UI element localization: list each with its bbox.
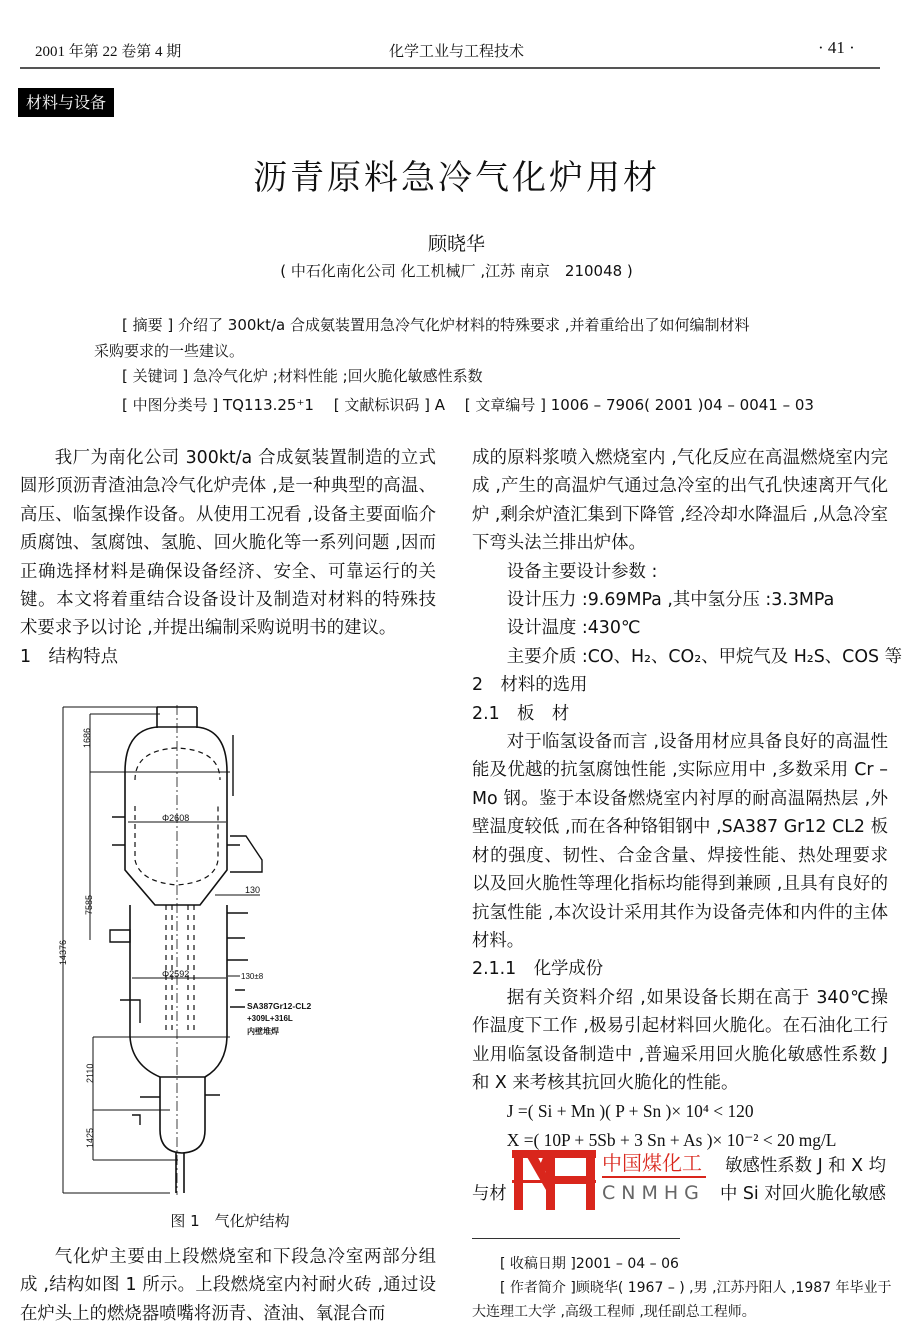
figure-caption: 图 1 气化炉结构 — [170, 1212, 290, 1230]
section-heading-2: 2 材料的选用 — [472, 675, 588, 696]
partial-line-2-right: 中 Si 对回火脆化敏感 — [719, 1184, 886, 1204]
received-date: [ 收稿日期 ]2001 – 04 – 06 — [500, 1256, 679, 1272]
classification: [ 中图分类号 ] TQ113.25⁺1 [ 文献标识码 ] A [ 文章编号 ] 1006 – 7906( 2001 )04 – 0041 – 03 — [122, 396, 814, 414]
section-heading-2-1: 2.1 板 材 — [472, 703, 570, 724]
process-paragraph: 成的原料浆喷入燃烧室内 ,气化反应在高温燃烧室内完成 ,产生的高温炉气通过急冷室的出气孔快速离开气化炉 ,剩余炉渣汇集到下降管 ,经冷却水降温后 ,从急冷室下弯头法兰排出炉体。 — [472, 448, 888, 554]
material-label: SA387Gr12-CL2 — [247, 1001, 312, 1011]
dim-14376: 14376 — [58, 939, 68, 965]
journal-name: 化学工业与工程技术 — [388, 42, 524, 60]
section-heading-1: 1 结构特点 — [20, 646, 119, 667]
author: 顾晓华 — [427, 233, 485, 255]
dim-1686: 1686 — [82, 727, 92, 748]
dim-130-8: 130±8 — [241, 972, 264, 981]
author-bio-cont: 大连理工大学 ,高级工程师 ,现任副总工程师。 — [472, 1304, 756, 1320]
section-heading-2-1-1: 2.1.1 化学成份 — [472, 959, 604, 980]
main-media: 主要介质 :CO、H₂、CO₂、甲烷气及 H₂S、COS 等 — [506, 646, 902, 667]
journal-issue: 2001 年第 22 卷第 4 期 — [35, 44, 182, 60]
dim-2110: 2110 — [85, 1063, 95, 1083]
dim-1425: 1425 — [85, 1127, 95, 1148]
footnote-rule — [472, 1238, 680, 1239]
article-title: 沥青原料急冷气化炉用材 — [253, 158, 660, 198]
watermark-text-block — [602, 1150, 714, 1212]
partial-line-1: 敏感性系数 J 和 X 均 — [725, 1156, 886, 1176]
watermark-en: CNMHG — [602, 1182, 705, 1204]
overlay-label: +309L+316L — [247, 1014, 293, 1023]
params-title: 设备主要设计参数 : — [506, 561, 658, 582]
header-rule — [20, 67, 880, 69]
abstract: [ 摘要 ] 介绍了 300kt/a 合成氨装置用急冷气化炉材料的特殊要求 ,并着重给出了如何编制材料 — [122, 316, 750, 334]
formula-j: J =( Si + Mn )( P + Sn )× 10⁴ < 120 — [506, 1101, 754, 1122]
dim-phi2608: Φ2608 — [162, 813, 190, 823]
left-column — [20, 444, 436, 671]
dim-130: 130 — [245, 885, 261, 895]
affiliation: ( 中石化南化公司 化工机械厂 ,江苏 南京 210048 ) — [280, 262, 633, 280]
cnmhg-logo-watermark — [512, 1150, 602, 1210]
vessel-shell — [110, 705, 262, 1195]
left-column-bottom — [20, 1243, 436, 1328]
chemistry-paragraph: 据有关资料介绍 ,如果设备长期在高于 340℃操作温度下工作 ,极易引起材料回火脆化。在石油化工行业用临氢设备制造中 ,普遍采用回火脆化敏感性系数 J 和 X 来考核其抗回火脆化的性能。 — [472, 987, 888, 1093]
page-number: · 41 · — [818, 38, 855, 57]
plate-paragraph: 对于临氢设备而言 ,设备用材应具备良好的高温性能及优越的抗氢腐蚀性能 ,实际应用中 ,多数采用 Cr – Mo 钢。鉴于本设备燃烧室内衬厚的耐高温隔热层 ,外壁温度较低 ,而在各种铬钼钢中 ,SA387 Gr12 CL2 板材的强度、韧性、合金含量、焊接性能、热处理要求以及回火脆性等理化指标均能得到兼顾 ,且具有良好的抗氢性能 ,本次设计采用其作为设备壳体和内件的主体材料。 — [472, 732, 888, 951]
right-column — [472, 444, 902, 1154]
structure-paragraph: 气化炉主要由上段燃烧室和下段急冷室两部分组成 ,结构如图 1 所示。上段燃烧室内衬耐火砖 ,通过设在炉头上的燃烧器喷嘴将沥青、渣油、氧混合而 — [20, 1247, 436, 1324]
author-bio: [ 作者简介 ]顾晓华( 1967 – ) ,男 ,江苏丹阳人 ,1987 年毕业于 — [500, 1280, 892, 1296]
section-tag: 材料与设备 — [18, 88, 114, 117]
formula-x: X =( 10P + 5Sb + 3 Sn + As )× 10⁻² < 20 mg/L — [506, 1129, 837, 1150]
dim-7585: 7585 — [84, 894, 94, 915]
keywords: [ 关键词 ] 急冷气化炉 ;材料性能 ;回火脆化敏感性系数 — [122, 367, 483, 385]
design-pressure: 设计压力 :9.69MPa ,其中氢分压 :3.3MPa — [506, 590, 835, 611]
gasifier-structure-figure — [60, 700, 360, 1210]
design-temperature: 设计温度 :430℃ — [506, 618, 641, 639]
dimension-lines — [63, 707, 260, 1193]
watermark-cn: 中国煤化工 — [602, 1150, 706, 1178]
dim-phi2592: Φ2592 — [162, 969, 190, 979]
weld-label: 内壁堆焊 — [247, 1027, 279, 1036]
intro-paragraph: 我厂为南化公司 300kt/a 合成氨装置制造的立式圆形顶沥青渣油急冷气化炉壳体 ,是一种典型的高温、高压、临氢操作设备。从使用工况看 ,设备主要面临介质腐蚀、氢腐蚀、氢脆、回火脆化等一系列问题 ,因而正确选择材料是确保设备经济、安全、可靠运行的关键。本文将着重结合设备设计及制造对材料的特殊技术要求予以讨论 ,并提出编制采购说明书的建议。 — [20, 448, 436, 639]
partial-line-2-left: 与材 — [472, 1184, 507, 1204]
abstract-cont: 采购要求的一些建议。 — [94, 342, 245, 360]
